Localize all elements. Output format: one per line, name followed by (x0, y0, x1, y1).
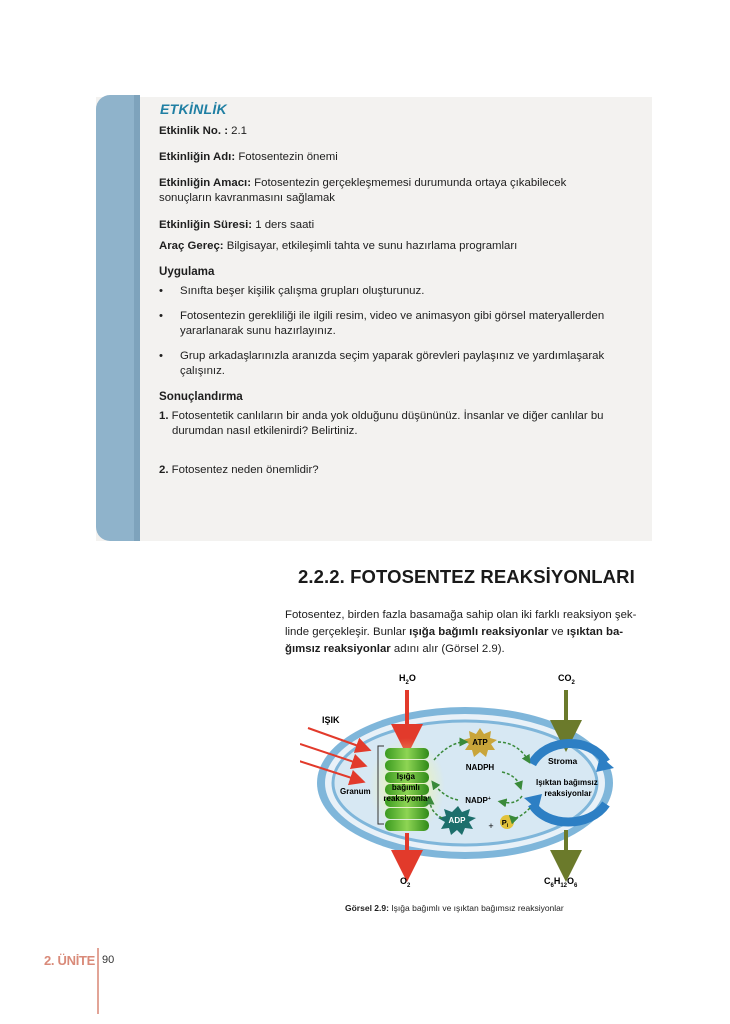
activity-tools (159, 239, 639, 254)
caption-text: Işığa bağımlı ve ışıktan bağımsız reaksiyonlar (388, 903, 564, 913)
bullet-item: • Sınıfta beşer kişilik çalışma grupları oluşturunuz. (159, 285, 425, 297)
activity-duration-value: 1 ders saati (255, 219, 315, 231)
co2-label: $CO_2$ (558, 673, 575, 686)
intro-line-2c: ve (548, 626, 567, 638)
page-number: 90 (102, 954, 115, 966)
footer-unit: 2. ÜNİTE (44, 953, 96, 968)
bullet-text: Grup arkadaşlarınızla aranızda seçim yaparak görevleri paylaşınız ve yardımlaşarak (180, 350, 605, 362)
question-number: 2. (159, 464, 169, 476)
activity-tools-label: Araç Gereç: (159, 240, 224, 252)
atp-label: ATP (472, 738, 488, 747)
phosphate-label: $P_i$ (501, 818, 509, 829)
activity-purpose (159, 176, 639, 206)
question-text: Fotosentetik canlıların bir anda yok olduğunu düşününüz. İnsanlar ve diğer canlılar bu (171, 410, 604, 422)
nadp-label: NADP+ (465, 796, 491, 805)
intro-line-1: Fotosentez, birden fazla basamağa sahip olan iki farklı reaksiyon şek- (285, 609, 637, 621)
question-text: Fotosentez neden önemlidir? (171, 464, 319, 476)
intro-term-light-dependent: ışığa bağımlı reaksiyonlar (409, 626, 549, 638)
activity-no-value: 2.1 (231, 125, 247, 137)
footer-divider (97, 948, 99, 1014)
conclusion-heading: Sonuçlandırma (159, 390, 243, 403)
caption-label: Görsel 2.9: (345, 903, 389, 913)
figure-caption (345, 903, 564, 913)
intro-paragraph (285, 607, 653, 658)
bullet-item: • Fotosentezin gerekliliği ile ilgili resim, video ve animasyon gibi görsel materyallerden yararlanarak sunu hazırlayınız. (159, 310, 605, 337)
h2o-label: $H_2O$ (399, 673, 416, 686)
bullet-text-2: yararlanarak sunu hazırlayınız. (180, 325, 336, 337)
light-label: IŞIK (322, 715, 340, 725)
intro-line-3b: adını alır (Görsel 2.9). (390, 643, 505, 655)
glucose-label: $C_6H_{12}O_6$ (544, 876, 578, 889)
question-item (159, 463, 639, 478)
activity-side-tab (96, 95, 140, 541)
activity-name (159, 150, 639, 165)
adp-label: ADP (448, 816, 466, 825)
activity-no-label: Etkinlik No. : (159, 125, 228, 137)
intro-term-light-independent-a: ışıktan ba- (566, 626, 624, 638)
question-number: 1. (159, 410, 169, 422)
activity-purpose-value: Fotosentezin gerçekleşmemesi durumunda ortaya çıkabilecek (254, 177, 567, 189)
photosynthesis-diagram (300, 668, 660, 898)
application-heading: Uygulama (159, 265, 215, 278)
stroma-label: Stroma (548, 756, 578, 766)
activity-tools-value: Bilgisayar, etkileşimli tahta ve sunu hazırlama programları (226, 240, 518, 252)
light-dependent-label: Işığa bağımlı reaksiyonlar (383, 772, 431, 803)
activity-name-value: Fotosentezin önemi (238, 151, 338, 163)
bullet-text-2: çalışınız. (180, 365, 225, 377)
bullet-text: Fotosentezin gerekliliği ile ilgili resim, video ve animasyon gibi görsel materyallerden (180, 310, 605, 322)
activity-content (159, 100, 639, 478)
activity-purpose-value-2: sonuçların kavranmasını sağlamak (159, 192, 336, 204)
question-text-2: durumdan nasıl etkilenirdi? Belirtiniz. (172, 425, 358, 437)
activity-purpose-label: Etkinliğin Amacı: (159, 177, 251, 189)
light-independent-label: Işıktan bağımsız reaksiyonlar (535, 778, 598, 798)
intro-line-2a: linde gerçekleşir. Bunlar (285, 626, 410, 638)
bullet-item: • Grup arkadaşlarınızla aranızda seçim yaparak görevleri paylaşınız ve yardımlaşarak çalışınız. (159, 350, 605, 377)
bullet-text: Sınıfta beşer kişilik çalışma grupları oluşturunuz. (180, 285, 425, 297)
activity-duration (159, 218, 639, 233)
activity-name-label: Etkinliğin Adı: (159, 151, 236, 163)
nadph-label: NADPH (465, 763, 495, 772)
activity-duration-label: Etkinliğin Süresi: (159, 219, 253, 231)
activity-title: ETKİNLİK (160, 101, 227, 117)
section-title: 2.2.2. FOTOSENTEZ REAKSİYONLARI (298, 566, 635, 587)
activity-no (159, 124, 639, 139)
o2-label: $O_2$ (400, 876, 411, 889)
question-item (159, 409, 639, 439)
intro-term-light-independent-b: ğımsız reaksiyonlar (285, 643, 391, 655)
granum-label: Granum (340, 787, 371, 796)
plus-sign: + (488, 821, 494, 831)
